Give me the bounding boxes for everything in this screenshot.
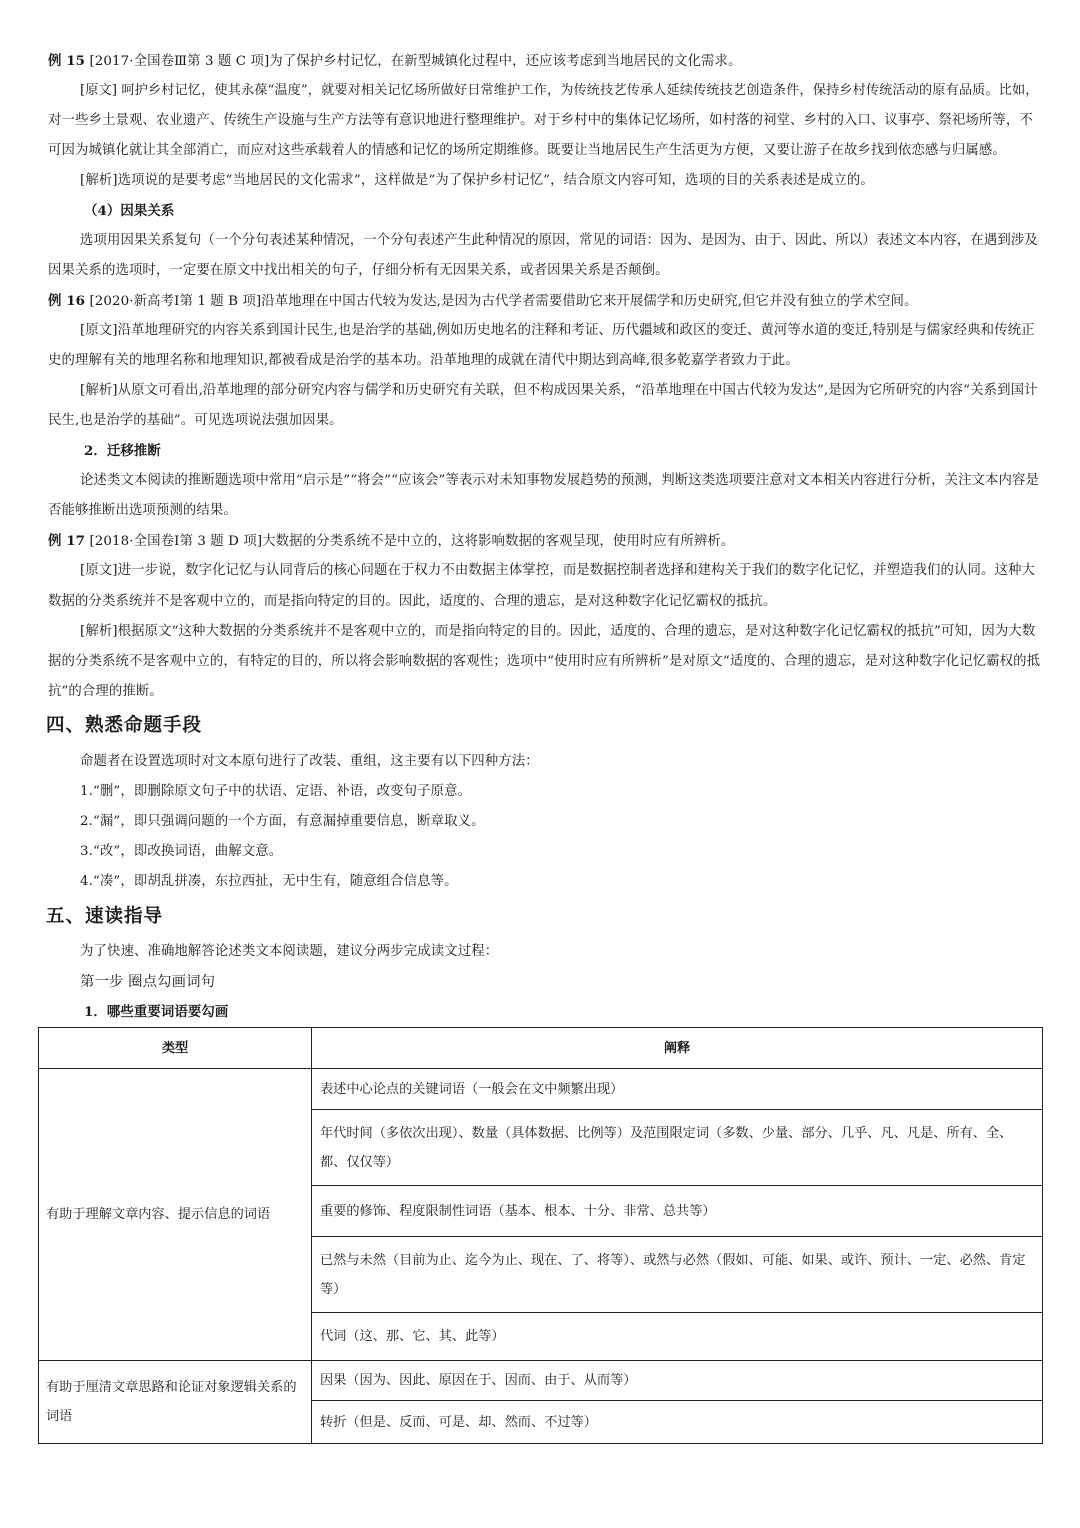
example-17-analysis-line-2: 据的分类系统不是客观中立的，有特定的目的，所以将会影响数据的客观性；选项中“使用时应有所辨析”是对原文“适度的、合理的遗忘，是对这种数字化记忆霸权的抵 <box>48 654 1041 669</box>
section-inference-para-line-2: 否能够推断出选项预测的结果。 <box>48 503 237 518</box>
example-17-title <box>48 531 734 552</box>
example-16-question: [2020·新高考Ⅰ第 1 题 B 项]沿革地理在中国古代较为发达,是因为古代学者需要借助它来开展儒学和历史研究,但它并没有独立的学术空间。 <box>89 294 918 309</box>
example-16-analysis-line-2: 民生,也是治学的基础”。可见选项说法强加因果。 <box>48 413 343 428</box>
table-cell-time-quantity: 年代时间（多依次出现）、数量（具体数据、比例等）及范围限定词（多数、少量、部分、几乎、凡、凡是、所有、全、都、仅仅等） <box>312 1110 1043 1186</box>
example-15-question: [2017·全国卷Ⅲ第 3 题 C 项]为了保护乡村记忆，在新型城镇化过程中，还应该考虑到当地居民的文化需求。 <box>89 54 742 69</box>
method-delete: 1.“删”，即删除原文句子中的状语、定语、补语，改变句子原意。 <box>80 784 472 799</box>
section-causal-para-line-1: 选项用因果关系复句（一个分句表述某种情况，一个分句表述产生此种情况的原因，常见的词语：因为、是因为、由于、因此、所以）表述文本内容，在遇到涉及 <box>80 233 1038 248</box>
table-cell-key-words: 表述中心论点的关键词语（一般会在文中频繁出现） <box>312 1069 1043 1110</box>
table-cell-modifiers: 重要的修饰、程度限制性词语（基本、根本、十分、非常、总共等） <box>312 1186 1043 1237</box>
example-15-original-line-2: 对一些乡土景观、农业遗产、传统生产设施与生产方法等有意识地进行整理维护。对于乡村中的集体记忆场所，如村落的祠堂、乡村的入口、议事亭、祭祀场所等，不 <box>48 113 1033 128</box>
example-15-analysis-line-1: [解析]选项说的是要考虑“当地居民的文化需求”，这样做是“为了保护乡村记忆”，结合原文内容可知，选项的目的关系表述是成立的。 <box>80 173 874 188</box>
table-header-description: 阐释 <box>312 1028 1043 1069</box>
example-17-original-line-1: [原文]进一步说，数字化记忆与认同背后的核心问题在于权力不由数据主体掌控，而是数据控制者选择和建构关于我们的数字化记忆，并塑造我们的认同。这种大 <box>80 563 1035 578</box>
table-row <box>39 1069 1043 1110</box>
method-omit: 2.“漏”，即只强调问题的一个方面，有意漏掉重要信息，断章取义。 <box>80 814 485 829</box>
table-type-understanding: 有助于理解文章内容、提示信息的词语 <box>39 1069 312 1361</box>
part-five-heading: 五、速读指导 <box>46 906 164 927</box>
method-piece-together: 4.“凑”，即胡乱拼凑，东拉西扯，无中生有，随意组合信息等。 <box>80 874 458 889</box>
section-inference-para-line-1: 论述类文本阅读的推断题选项中常用“启示是”“将会”“应该会”等表示对未知事物发展趋势的预测，判断这类选项要注意对文本相关内容进行分析，关注文本内容是 <box>80 473 1040 488</box>
example-17-label: 例 17 <box>48 533 86 549</box>
words-to-mark-heading: 1．哪些重要词语要勾画 <box>84 1004 229 1020</box>
example-17-original-line-2: 数据的分类系统并不是客观中立的，而是指向特定的目的。因此，适度的、合理的遗忘，是对这种数字化记忆霸权的抵抗。 <box>48 594 777 609</box>
example-15-title <box>48 51 741 72</box>
table-header-type: 类型 <box>39 1028 312 1069</box>
example-17-question: [2018·全国卷Ⅰ第 3 题 D 项]大数据的分类系统不是中立的，这将影响数据的客观呈现，使用时应有所辨析。 <box>89 534 735 549</box>
key-words-table <box>38 1027 1043 1444</box>
example-15-original-line-1: [原文] 呵护乡村记忆，使其永葆“温度”，就要对相关记忆场所做好日常维护工作，为传统技艺传承人延续传统技艺创造条件，保持乡村传统活动的原有品质。比如， <box>80 83 1039 98</box>
table-type-logic: 有助于厘清文章思路和论证对象逻辑关系的词语 <box>39 1361 312 1444</box>
example-16-label: 例 16 <box>48 293 86 309</box>
section-causal-heading: （4）因果关系 <box>84 203 175 219</box>
example-15-label: 例 15 <box>48 53 86 69</box>
example-16-title <box>48 291 918 312</box>
example-17-analysis-line-1: [解析]根据原文“这种大数据的分类系统并不是客观中立的，而是指向特定的目的。因此，适度的、合理的遗忘，是对这种数字化记忆霸权的抵抗”可知，因为大数 <box>80 624 1036 639</box>
step-one-title: 第一步 圈点勾画词句 <box>80 974 216 990</box>
example-16-original-line-1: [原文]沿革地理研究的内容关系到国计民生,也是治学的基础,例如历史地名的注释和考证、历代疆域和政区的变迁、黄河等水道的变迁,特别是与儒家经典和传统正 <box>80 323 1035 338</box>
part-four-heading: 四、熟悉命题手段 <box>46 715 203 736</box>
example-17-analysis-line-3: 抗”的合理的推断。 <box>48 684 163 699</box>
part-four-intro: 命题者在设置选项时对文本原句进行了改装、重组，这主要有以下四种方法： <box>80 754 539 769</box>
table-cell-cause: 因果（因为、因此、原因在于、因而、由于、从而等） <box>312 1361 1043 1401</box>
example-16-original-line-2: 史的理解有关的地理名称和地理知识,都被看成是治学的基本功。沿革地理的成就在清代中期达到高峰,很多乾嘉学者致力于此。 <box>48 353 799 368</box>
part-five-intro: 为了快速、准确地解答论述类文本阅读题，建议分两步完成读文过程： <box>80 944 499 959</box>
table-cell-pronouns: 代词（这、那、它、其、此等） <box>312 1313 1043 1361</box>
table-cell-modality: 已然与未然（目前为止、迄今为止、现在、了、将等）、或然与必然（假如、可能、如果、或许、预计、一定、必然、肯定等） <box>312 1237 1043 1313</box>
table-row <box>39 1361 1043 1401</box>
example-15-original-line-3: 可因为城镇化就让其全部消亡，而应对这些承载着人的情感和记忆的场所定期维修。既要让当地居民生产生活更为方便，又要让游子在故乡找到依恋感与归属感。 <box>48 143 1006 158</box>
table-header-row <box>39 1028 1043 1069</box>
example-16-analysis-line-1: [解析]从原文可看出,沿革地理的部分研究内容与儒学和历史研究有关联，但不构成因果关系，“沿革地理在中国古代较为发达”,是因为它所研究的内容“关系到国计 <box>80 383 1038 398</box>
section-inference-heading: 2．迁移推断 <box>84 443 161 459</box>
table-cell-contrast: 转折（但是、反而、可是、却、然而、不过等） <box>312 1401 1043 1444</box>
method-change: 3.“改”，即改换词语，曲解文意。 <box>80 844 283 859</box>
section-causal-para-line-2: 因果关系的选项时，一定要在原文中找出相关的句子，仔细分析有无因果关系，或者因果关系是否颠倒。 <box>48 263 669 278</box>
